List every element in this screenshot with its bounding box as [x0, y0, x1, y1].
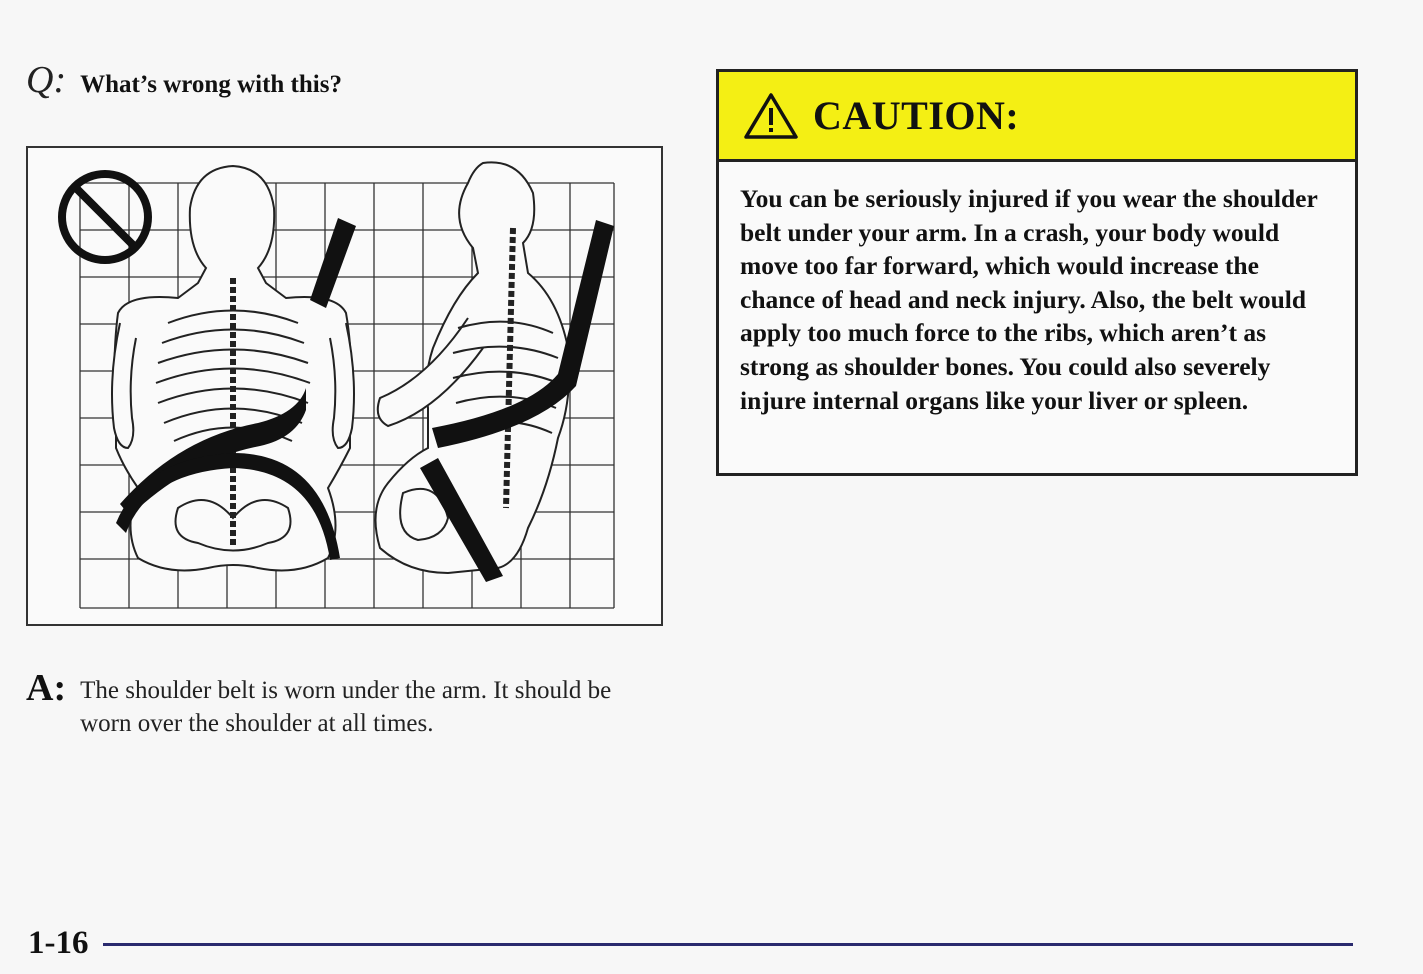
question-text: What’s wrong with this? [80, 71, 342, 98]
skeleton-illustration [28, 148, 661, 624]
question [26, 58, 342, 102]
caution-title: CAUTION: [813, 93, 1020, 138]
answer-label: A: [26, 667, 67, 709]
footer-rule [103, 943, 1353, 946]
question-label: Q: [26, 59, 67, 101]
answer-text: The shoulder belt is worn under the arm. It should be worn over the shoulder at all times. [80, 677, 612, 737]
prohibited-icon [62, 174, 148, 260]
answer [26, 668, 650, 740]
warning-triangle-icon [743, 91, 799, 141]
front-shoulder-belt [310, 218, 356, 308]
seatbelt-illustration [26, 146, 663, 626]
caution-text: You can be seriously injured if you wear the shoulder belt under your arm. In a crash, your body would move too far forward, which would increase the chance of head and neck injury. Also, the belt would apply too much force to the ribs, which aren’t as strong as shoulder bones. You could also severely injure internal organs like your liver or spleen. [740, 184, 1318, 415]
page-number: 1-16 [28, 925, 89, 961]
caution-body [719, 162, 1355, 417]
caution-header [719, 72, 1355, 162]
caution-box [716, 69, 1358, 476]
